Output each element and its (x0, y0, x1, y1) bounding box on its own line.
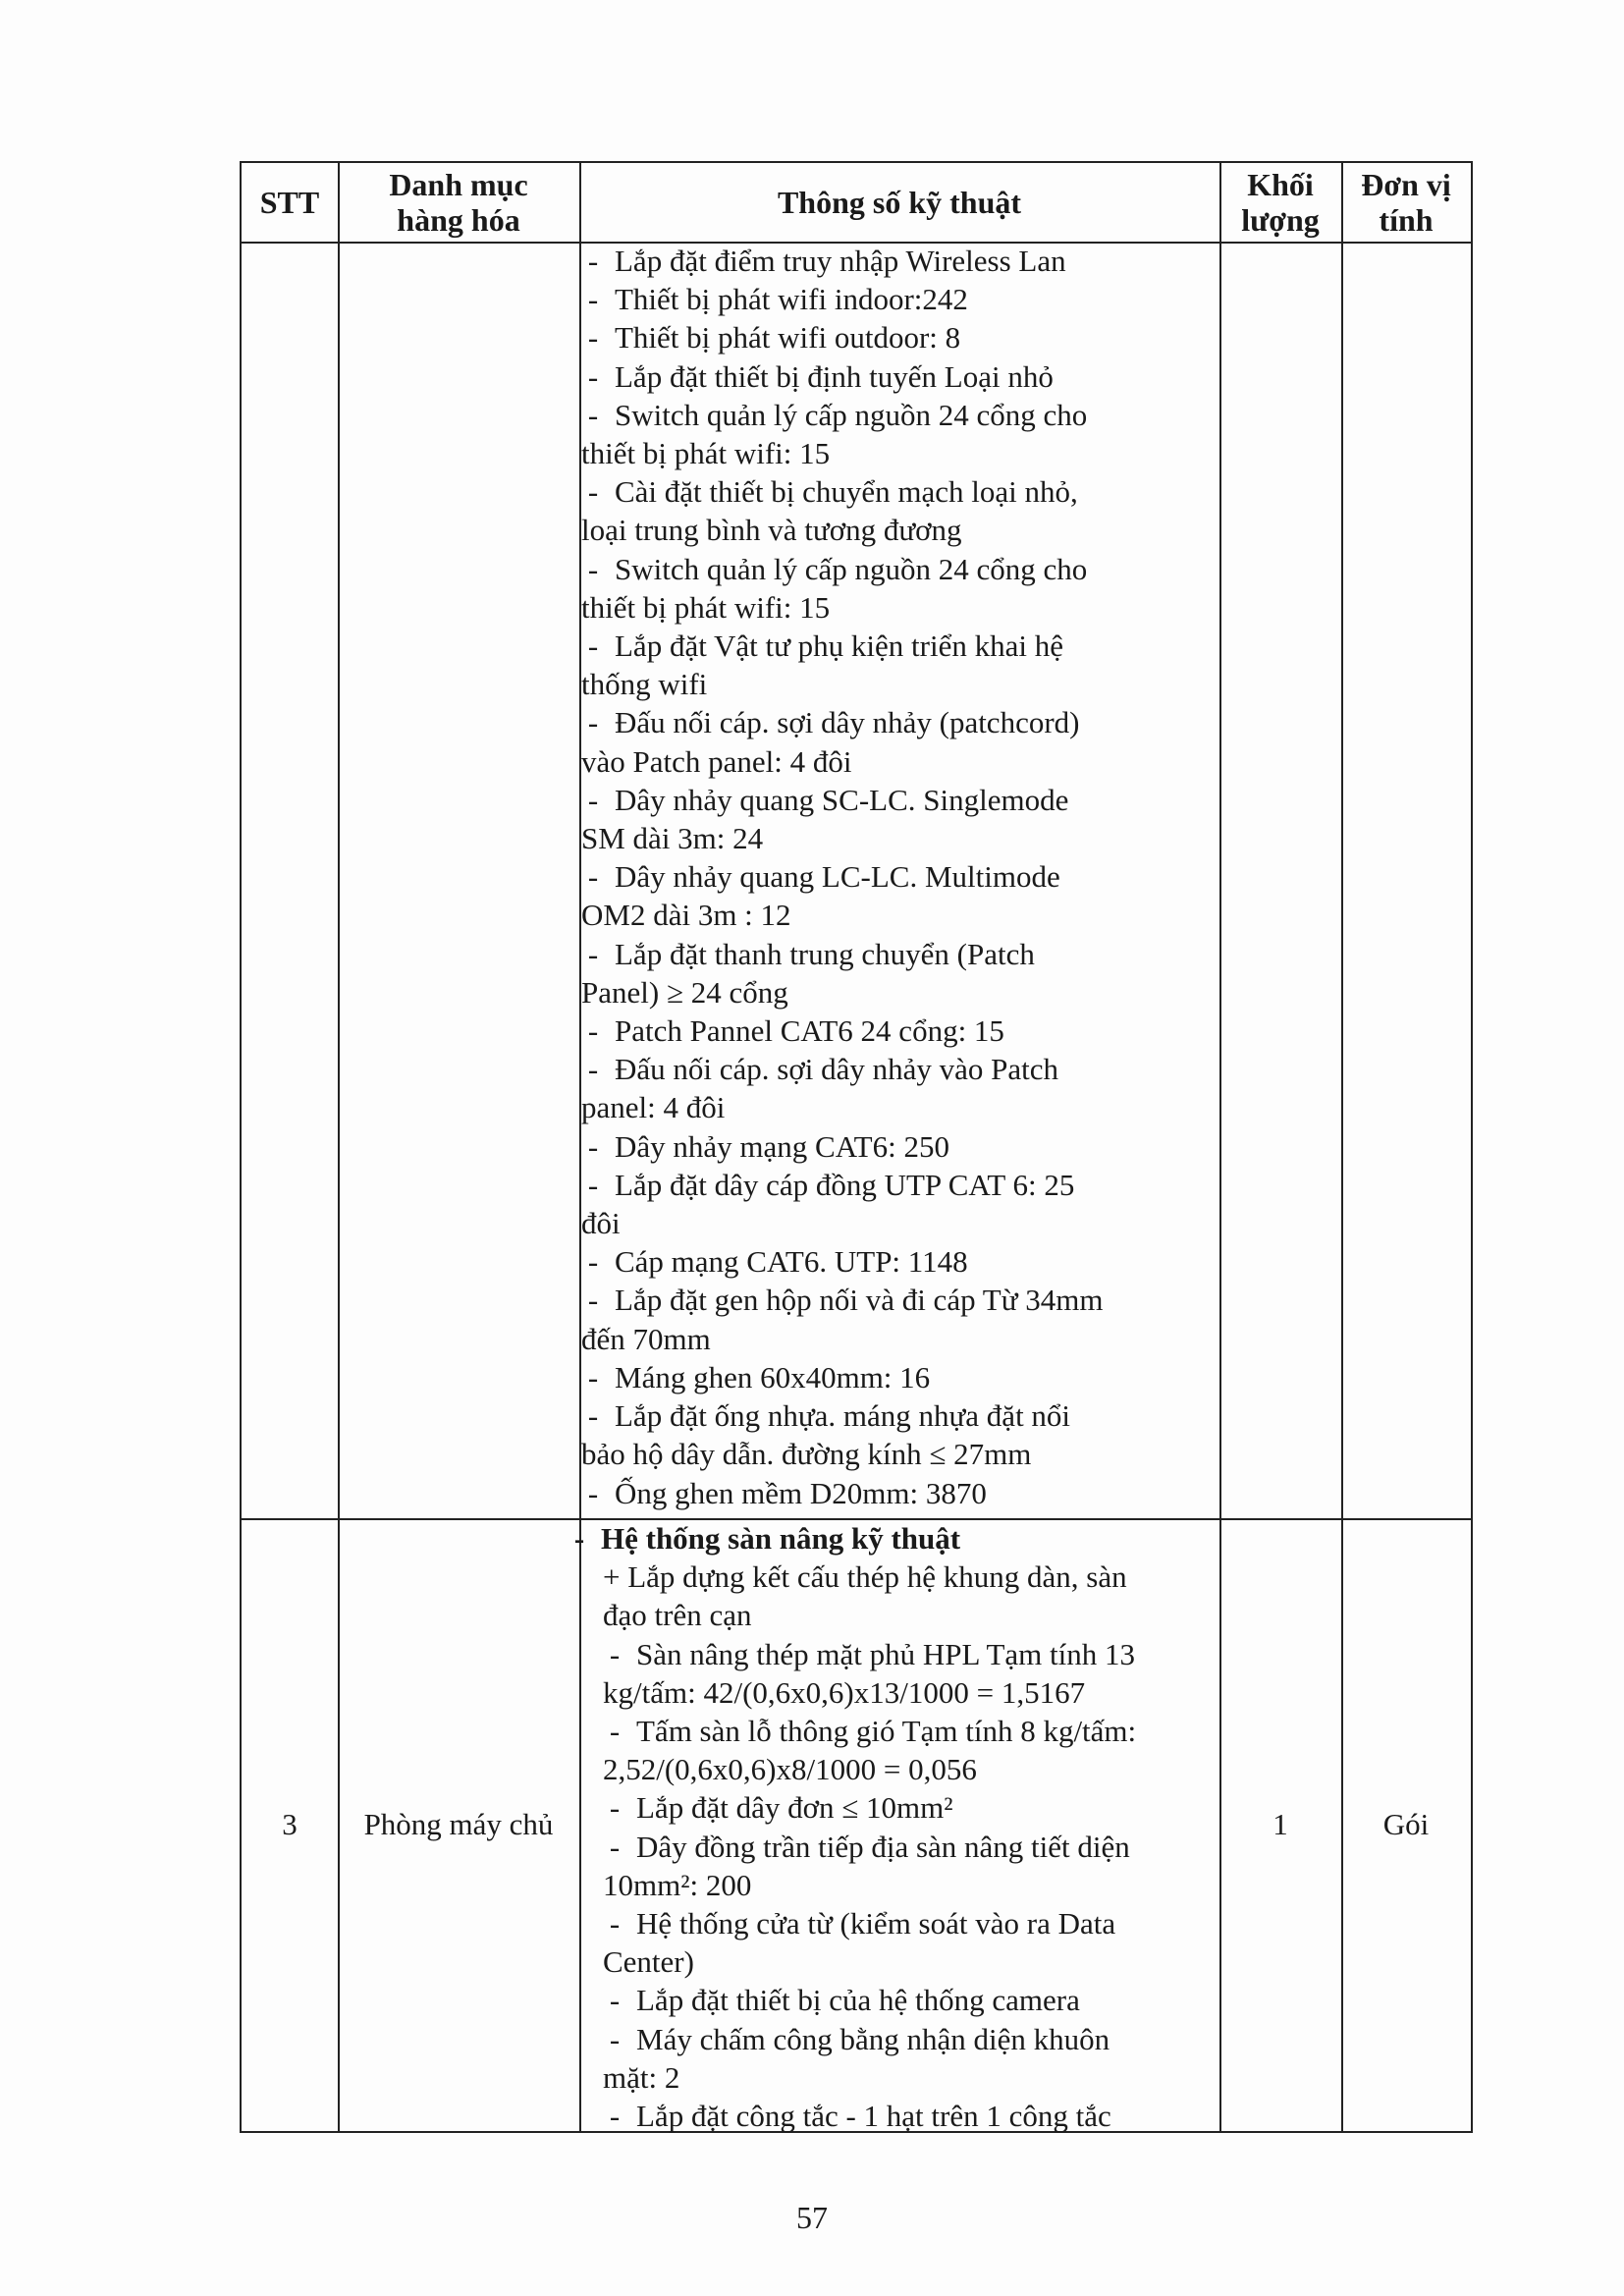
spec-line: Center) (603, 1944, 694, 1980)
row3-qty: 1 (1272, 1807, 1288, 1841)
row3-spec-title: - Hệ thống sàn nâng kỹ thuật (573, 1521, 961, 1556)
header-don-vi: Đơn vị tính (1361, 167, 1451, 238)
spec-line: + Lắp dựng kết cấu thép hệ khung dàn, sàn (603, 1559, 1127, 1595)
spec-line: - Hệ thống cửa từ (kiểm soát vào ra Data (609, 1906, 1116, 1941)
spec-line: - Dây nhảy quang LC-LC. Multimode (587, 859, 1060, 895)
spec-line: thống wifi (581, 667, 708, 702)
spec-line: OM2 dài 3m : 12 (581, 898, 791, 933)
spec-line: - Đấu nối cáp. sợi dây nhảy (patchcord) (587, 705, 1080, 740)
spec-line: đến 70mm (581, 1321, 711, 1356)
spec-line: - Dây nhảy quang SC-LC. Singlemode (587, 782, 1069, 817)
spec-line: vào Patch panel: 4 đôi (581, 743, 852, 779)
spec-line: - Cáp mạng CAT6. UTP: 1148 (587, 1244, 968, 1280)
spec-line: thiết bị phát wifi: 15 (581, 436, 831, 471)
spec-line: - Lắp đặt ống nhựa. máng nhựa đặt nổi (587, 1398, 1071, 1434)
spec-line: - Lắp đặt thanh trung chuyển (Patch (587, 936, 1035, 971)
header-thong-so: Thông số kỹ thuật (777, 185, 1022, 220)
header-danh-muc: Danh mục hàng hóa (389, 167, 528, 238)
spec-line: - Ống ghen mềm D20mm: 3870 (587, 1475, 987, 1510)
spec-line: - Switch quản lý cấp nguồn 24 cổng cho (587, 551, 1088, 586)
row-prev-spec (571, 242, 1210, 1512)
page-number: 57 (796, 2200, 828, 2235)
spec-line: - Sàn nâng thép mặt phủ HPL Tạm tính 13 (609, 1636, 1136, 1671)
spec-line: - Máy chấm công bằng nhận diện khuôn (609, 2021, 1110, 2056)
row3-stt: 3 (282, 1807, 298, 1841)
spec-line: - Lắp đặt dây cáp đồng UTP CAT 6: 25 (587, 1167, 1075, 1202)
spec-line: SM dài 3m: 24 (581, 821, 764, 856)
spec-line: loại trung bình và tương đương (581, 513, 962, 548)
spec-line: - Đấu nối cáp. sợi dây nhảy vào Patch (587, 1052, 1058, 1087)
spec-line: - Lắp đặt thiết bị định tuyến Loại nhỏ (587, 358, 1054, 394)
header-khoi-luong: Khối lượng (1241, 167, 1320, 238)
spec-line: - Lắp đặt điểm truy nhập Wireless Lan (587, 244, 1066, 278)
spec-line: Panel) ≥ 24 cổng (581, 974, 788, 1010)
spec-line: - Patch Pannel CAT6 24 cổng: 15 (587, 1013, 1004, 1049)
spec-line: 2,52/(0,6x0,6)x8/1000 = 0,056 (603, 1752, 977, 1787)
spec-table (240, 161, 1473, 2133)
row3-spec (573, 1519, 1231, 2135)
spec-line: - Lắp đặt dây đơn ≤ 10mm² (609, 1790, 953, 1826)
spec-line: - Thiết bị phát wifi indoor:242 (587, 282, 968, 317)
row3-unit: Gói (1382, 1807, 1430, 1841)
spec-line: kg/tấm: 42/(0,6x0,6)x13/1000 = 1,5167 (603, 1674, 1086, 1710)
spec-line: - Thiết bị phát wifi outdoor: 8 (587, 320, 961, 355)
spec-line: - Lắp đặt Vật tư phụ kiện triển khai hệ (587, 629, 1063, 664)
header-stt: STT (259, 185, 320, 220)
spec-line: đạo trên cạn (603, 1598, 752, 1633)
spec-line: - Lắp đặt thiết bị của hệ thống camera (609, 1983, 1080, 2018)
spec-line: đôi (581, 1206, 621, 1241)
spec-line: mặt: 2 (603, 2059, 680, 2095)
spec-line: - Dây đồng trần tiếp địa sàn nâng tiết diện (609, 1829, 1130, 1864)
spec-line: panel: 4 đôi (581, 1090, 726, 1125)
spec-line: - Lắp đặt công tắc - 1 hạt trên 1 công tắc (609, 2099, 1111, 2134)
spec-line: 10mm²: 200 (603, 1867, 752, 1902)
row3-name: Phòng máy chủ (363, 1807, 554, 1841)
spec-line: - Dây nhảy mạng CAT6: 250 (587, 1128, 949, 1164)
spec-line: - Lắp đặt gen hộp nối và đi cáp Từ 34mm (587, 1283, 1104, 1318)
spec-line: bảo hộ dây dẫn. đường kính ≤ 27mm (581, 1437, 1032, 1472)
spec-line: thiết bị phát wifi: 15 (581, 589, 831, 625)
spec-line: - Tấm sàn lỗ thông gió Tạm tính 8 kg/tấm: (609, 1714, 1137, 1749)
spec-line: - Switch quản lý cấp nguồn 24 cổng cho (587, 397, 1088, 432)
spec-line: - Cài đặt thiết bị chuyển mạch loại nhỏ, (587, 474, 1078, 510)
spec-line: - Máng ghen 60x40mm: 16 (587, 1359, 931, 1394)
